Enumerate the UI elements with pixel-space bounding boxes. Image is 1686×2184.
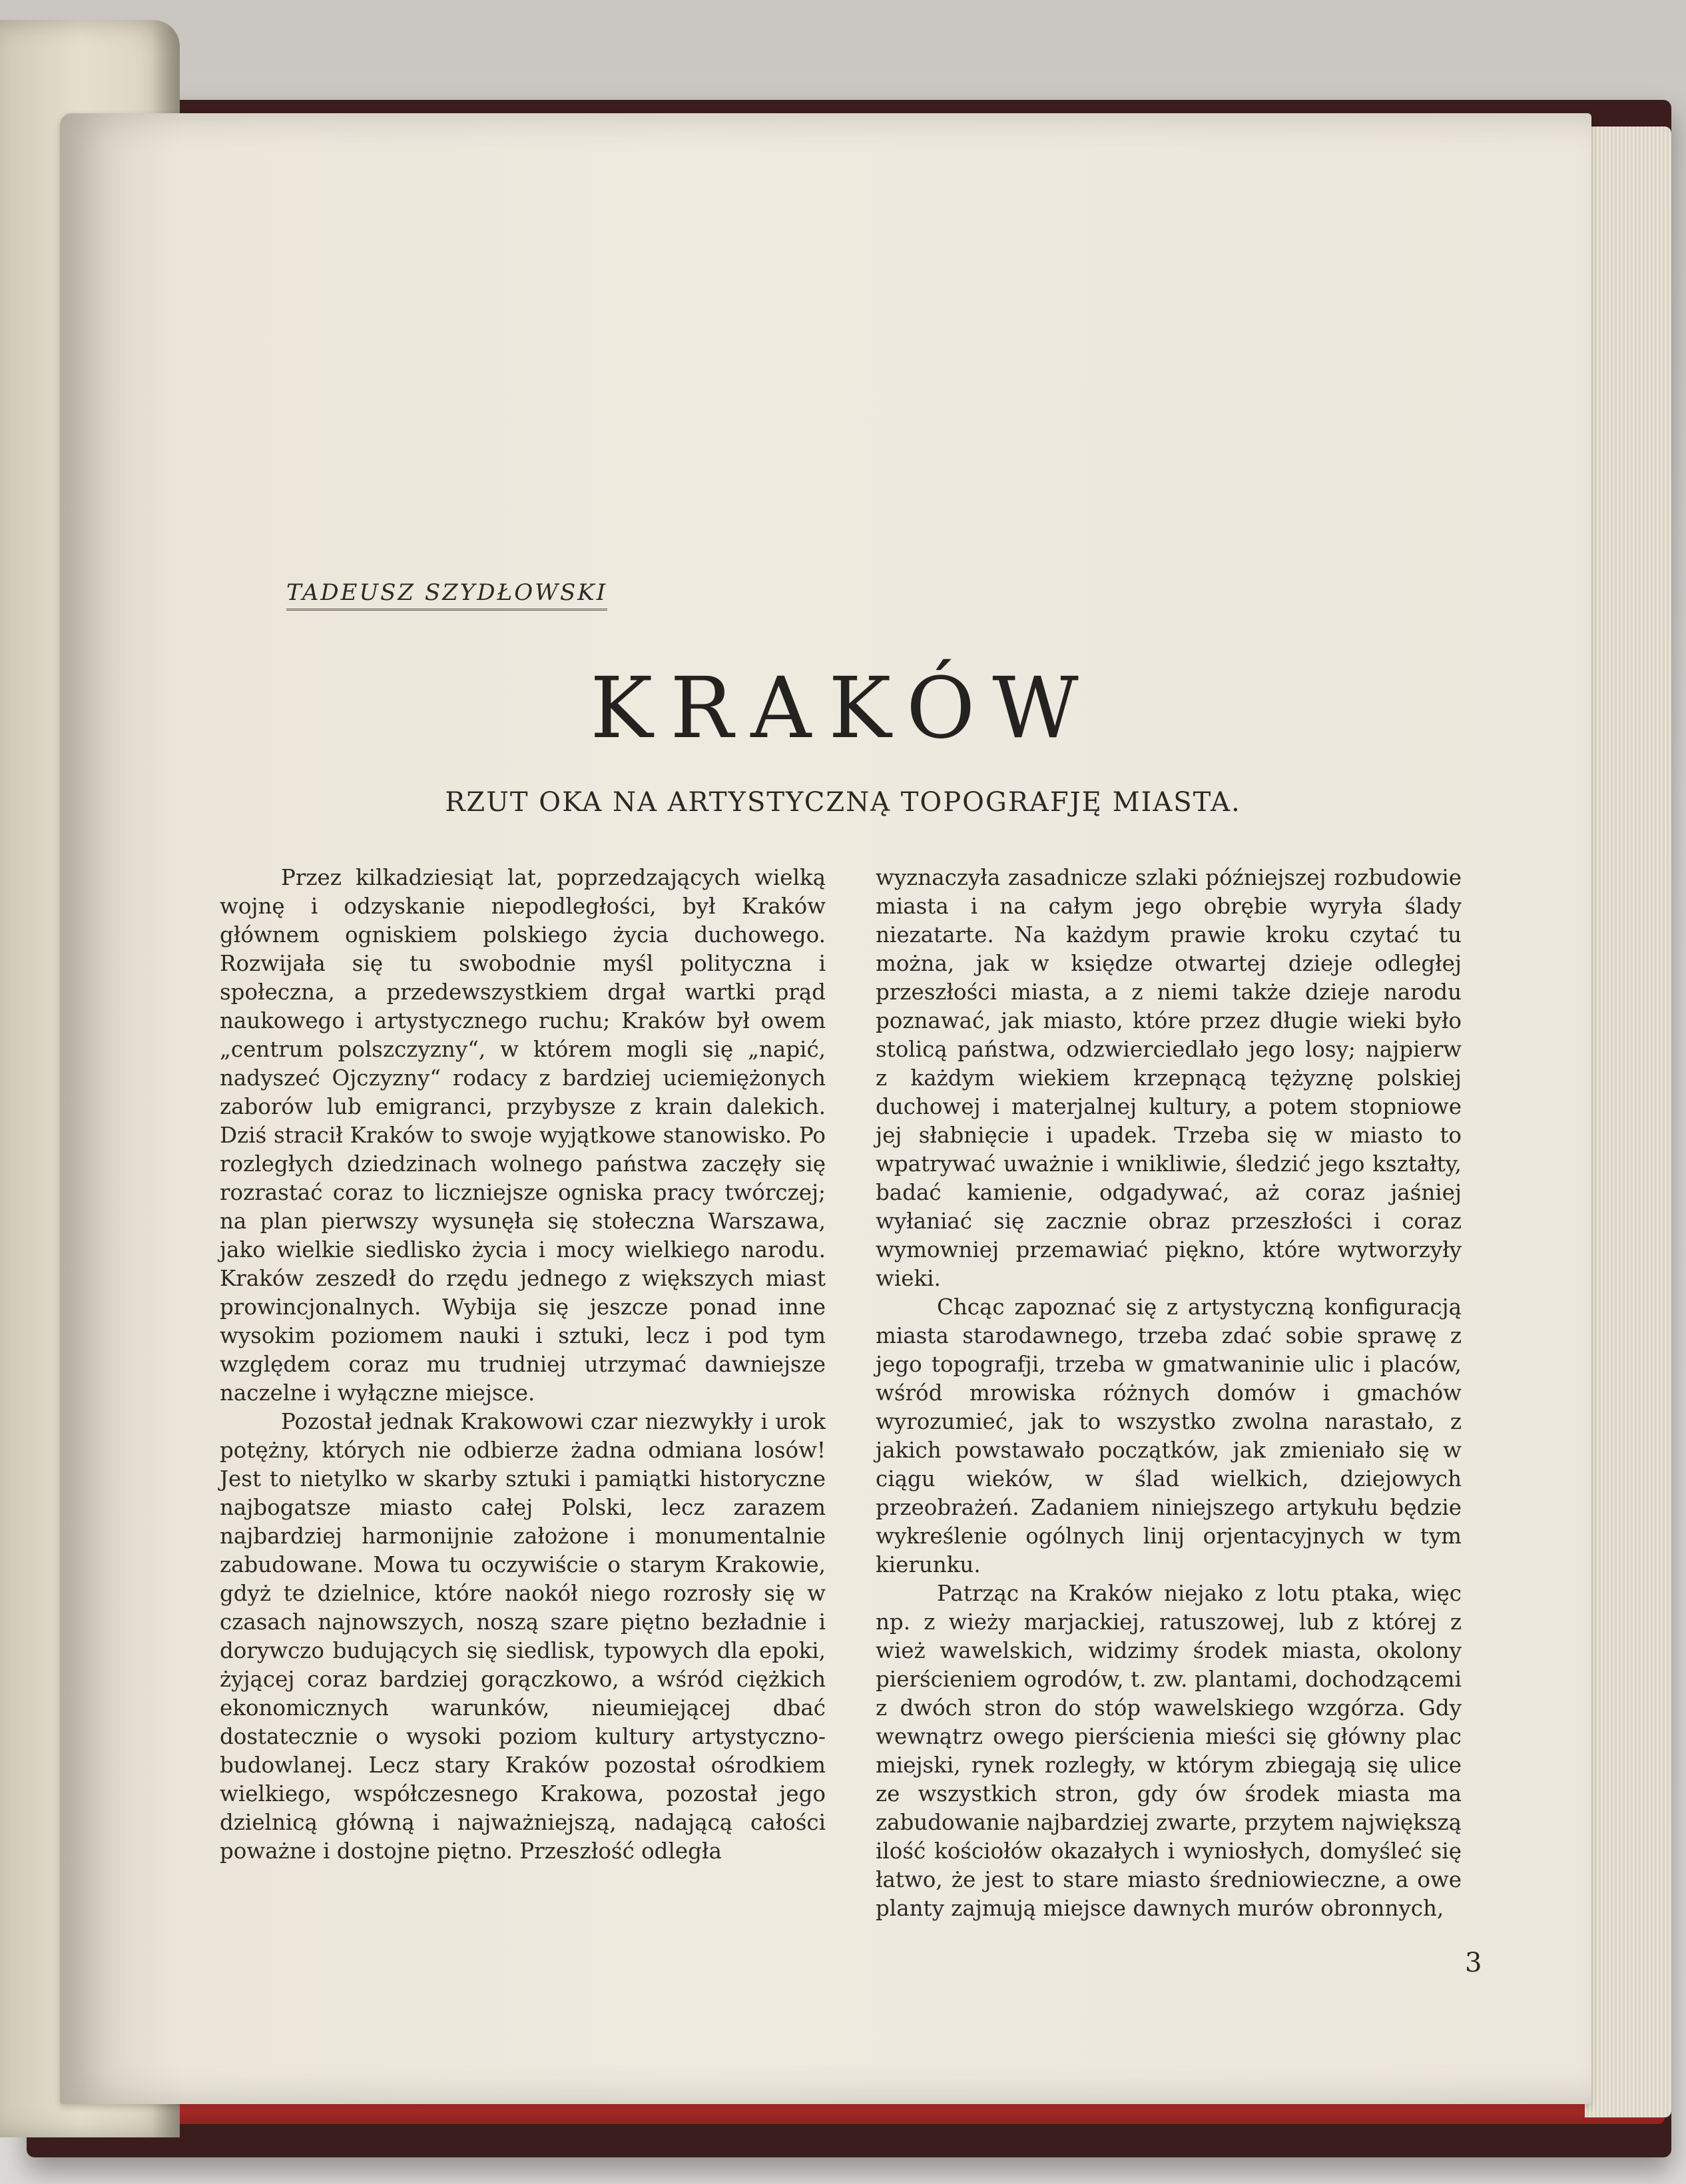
article-title: KRAKÓW <box>590 659 1096 757</box>
cover-red-edge <box>40 2101 1665 2124</box>
paragraph: Pozostał jednak Krakowowi czar niezwykły i urok potężny, których nie odbierze żadna odmiana losów! Jest to nietylko w skarby sztuki i pamiątki historyczne najbogatsze miasto całej Polski, lecz zarazem najbardziej harmonijnie założone i monumentalnie zabudowane. Mowa tu oczywiście o starym Krakowie, gdyż te dzielnice, które naokół niego rozrosły się w czasach najnowszych, noszą szare piętno bezładnie i dorywczo budujących się siedlisk, typowych dla epoki, żyjącej coraz bardziej gorączkowo, a wśród ciężkich ekonomicznych warunków, nieumiejącej dbać dostatecznie o wysoki poziom kultury artystyczno-budowlanej. Lecz stary Kraków pozostał ośrodkiem wielkiego, współczesnego Krakowa, pozostał jego dzielnicą główną i najważniejszą, nadającą całości poważne i dostojne piętno. Przeszłość odległa <box>220 1409 826 1864</box>
article-subtitle: RZUT OKA NA ARTYSTYCZNĄ TOPOGRAFJĘ MIASTA. <box>445 787 1241 818</box>
text-column-right <box>876 864 1462 1923</box>
page-stack-edge <box>1585 127 1671 2117</box>
page-number: 3 <box>1465 1948 1482 1978</box>
text-column-left <box>220 864 826 1866</box>
paragraph: Patrząc na Kraków niejako z lotu ptaka, więc np. z wieży marjackiej, ratuszowej, lub z której z wież wawelskich, widzimy środek miasta, okolony pierścieniem ogrodów, t. zw. plantami, dochodzącemi z dwóch stron do stóp wawelskiego wzgórza. Gdy wewnątrz owego pierścienia mieści się główny plac miejski, rynek rozległy, w którym zbiegają się ulice ze wszystkich stron, gdy ów środek miasta ma zabudowanie najbardziej zwarte, przytem największą ilość kościołów okazałych i wyniosłych, domyśleć się łatwo, że jest to stare miasto średniowieczne, a owe planty zajmują miejsce dawnych murów obronnych, <box>876 1581 1462 1921</box>
paragraph: Chcąc zapoznać się z artystyczną konfiguracją miasta starodawnego, trzeba zdać sobie sprawę z jego topografji, trzeba w gmatwaninie ulic i placów, wśród mrowiska różnych domów i gmachów wyrozumieć, jak to wszystko zwolna narastało, z jakich powstawało początków, jak zmieniało się w ciągu wieków, w ślad wielkich, dziejowych przeobrażeń. Zadaniem niniejszego artykułu będzie wykreślenie ogólnych linij orjentacyjnych w tym kierunku. <box>876 1294 1462 1577</box>
paragraph: wyznaczyła zasadnicze szlaki późniejszej rozbudowie miasta i na całym jego obrębie wyryła ślady niezatarte. Na każdym prawie kroku czytać tu można, jak w księdze otwartej dzieje odległej przeszłości miasta, a z niemi także dzieje narodu poznawać, jak miasto, które przez długie wieki było stolicą państwa, odzwierciedlało jego losy; najpierw z każdym wiekiem krzepnącą tężyznę polskiej duchowej i materjalnej kultury, a potem stopniowe jej słabnięcie i upadek. Trzeba się w miasto to wpatrywać uważnie i wnikliwie, śledzić jego kształty, badać kamienie, odgadywać, aż coraz jaśniej wyłaniać się zacznie obraz przeszłości i coraz wymowniej przemawiać piękno, które wytworzyły wieki. <box>876 865 1462 1291</box>
author-name: TADEUSZ SZYDŁOWSKI <box>286 579 607 611</box>
paragraph: Przez kilkadziesiąt lat, poprzedzających wielką wojnę i odzyskanie niepodległości, był Kraków głównem ogniskiem polskiego życia duchowego. Rozwijała się tu swobodnie myśl polityczna i społeczna, a przedewszystkiem drgał wartki prąd naukowego i artystycznego ruchu; Kraków był owem „centrum polszczyzny“, w którem mogli się „napić, nadyszeć Ojczyzny“ rodacy z bardziej uciemiężonych zaborów lub emigranci, przybysze z krain dalekich. Dziś stracił Kraków to swoje wyjątkowe stanowisko. Po rozległych dziedzinach wolnego państwa zaczęły się rozrastać coraz to liczniejsze ogniska pracy twórczej; na plan pierwszy wysunęła się stołeczna Warszawa, jako wielkie siedlisko życia i mocy wielkiego narodu. Kraków zeszedł do rzędu jednego z większych miast prowincjonalnych. Wybija się jeszcze ponad inne wysokim poziomem nauki i sztuki, lecz i pod tym względem coraz mu trudniej utrzymać dawniejsze naczelne i wyłączne miejsce. <box>220 865 826 1406</box>
